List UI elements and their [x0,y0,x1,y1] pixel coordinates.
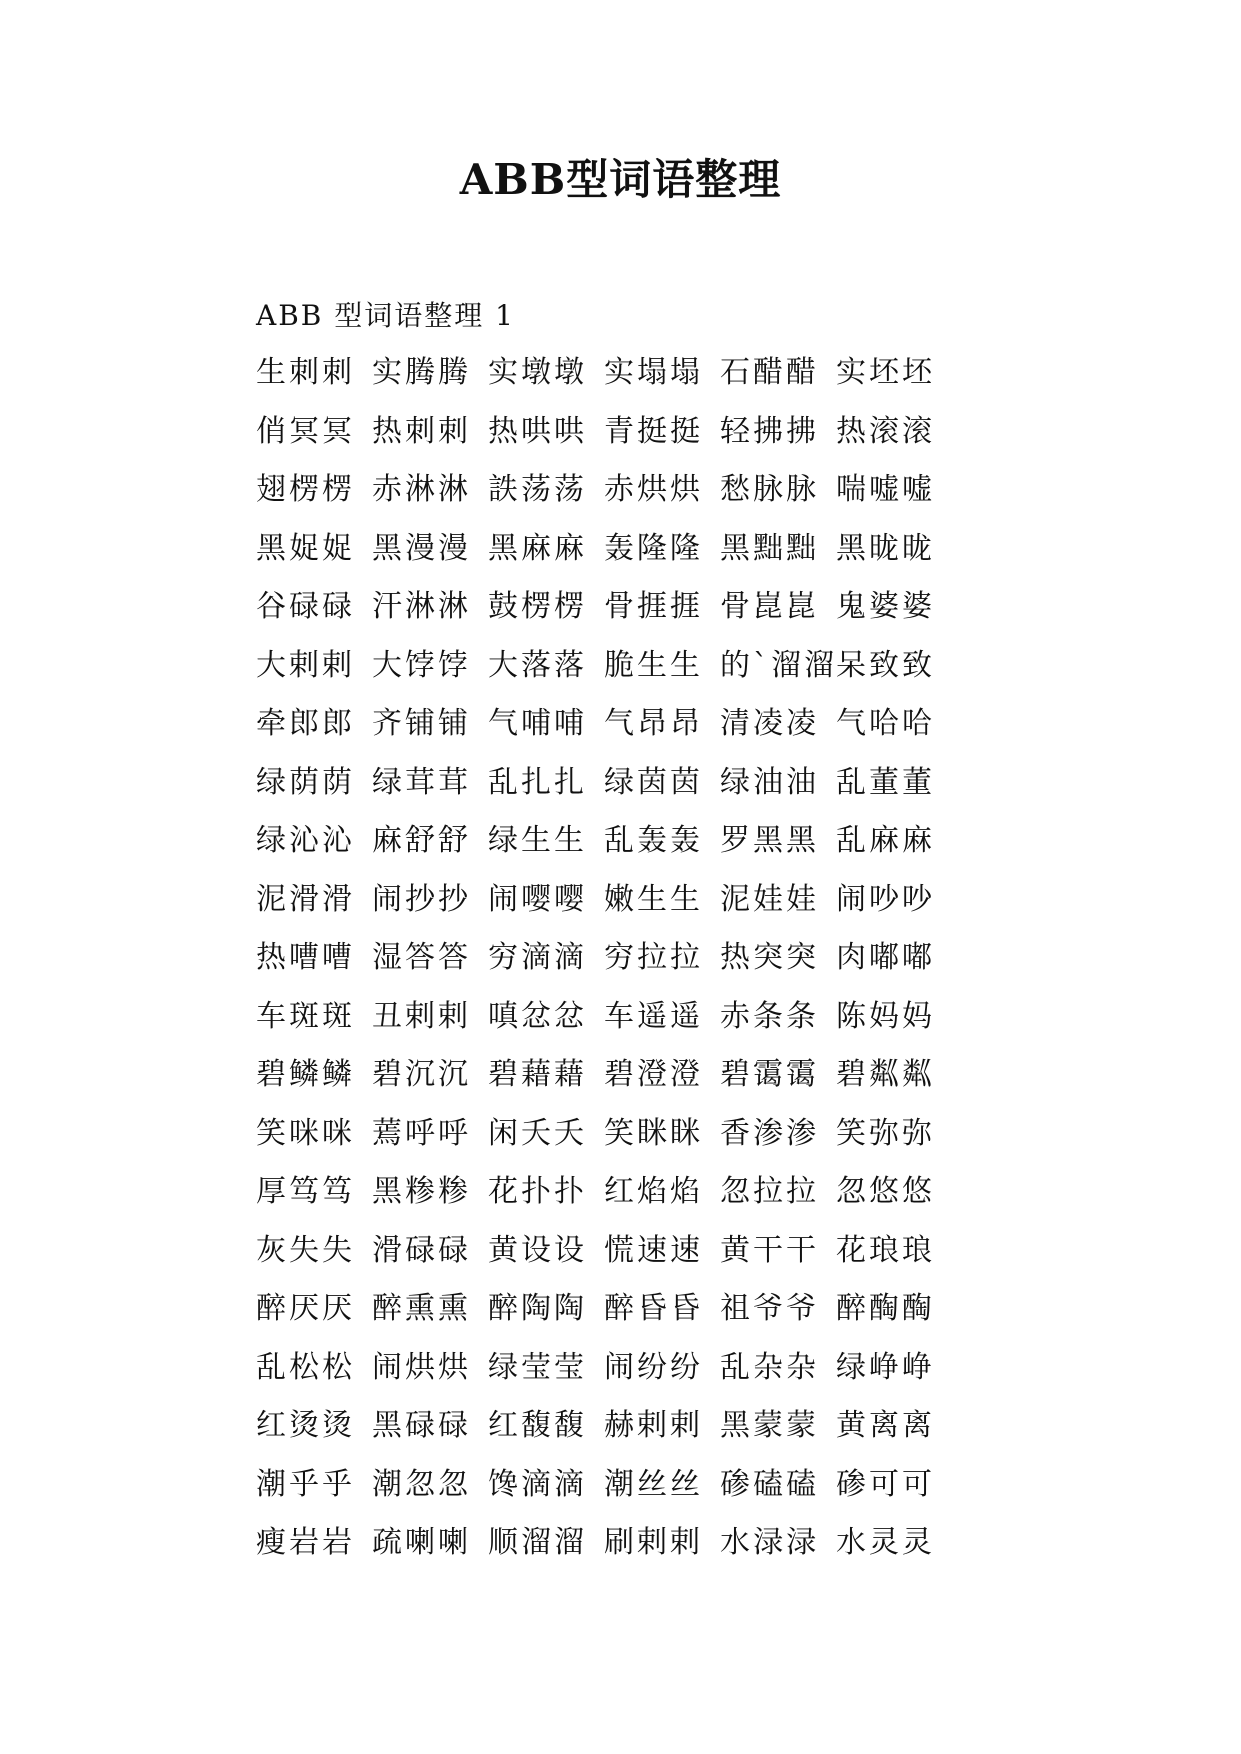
word-row [256,525,996,584]
word-row [256,1461,996,1520]
word-item: 黄干干 [720,1232,819,1268]
word-item: 慌速速 [604,1232,703,1268]
word-item: 青挺挺 [604,413,703,449]
word-item: 闲夭夭 [488,1115,587,1151]
word-item: 绿峥峥 [836,1349,935,1385]
word-item: 水灵灵 [836,1525,935,1560]
word-item: 生刺刺 [256,355,355,390]
word-item: 潮乎乎 [256,1466,355,1502]
word-row [256,817,996,876]
word-item: 热滚滚 [836,413,935,449]
word-item: 潮丝丝 [604,1466,703,1502]
page-title: ABB型词语整理 [459,155,782,204]
word-row [256,642,996,701]
word-item: 碧藉藉 [488,1057,587,1092]
word-item: 肉嘟嘟 [836,940,935,975]
word-item: 祖爷爷 [720,1291,819,1326]
word-item: 赤烘烘 [604,472,703,507]
word-row [256,1519,996,1578]
word-item: 乱杂杂 [720,1349,819,1385]
word-item: 赫剌剌 [604,1408,703,1443]
word-item: 大饽饽 [372,647,471,683]
word-row [256,349,996,408]
word-item: 黑蒙蒙 [720,1408,819,1443]
word-item: 闹嘤嘤 [488,881,587,917]
word-item: 气哺哺 [488,706,587,741]
word-item: 笑眯眯 [604,1115,703,1151]
word-row [256,700,996,759]
word-item: 瘦岩岩 [256,1525,355,1560]
word-item: 滑碌碌 [372,1232,471,1268]
word-row [256,1344,996,1403]
word-item: 红馥馥 [488,1408,587,1443]
word-grid [256,349,996,1578]
word-item: 闹纷纷 [604,1349,703,1385]
word-item: 花扑扑 [488,1174,587,1209]
word-item: 黄设设 [488,1232,587,1268]
word-item: 轰隆隆 [604,530,703,566]
word-item: 馋滴滴 [488,1466,587,1502]
word-item: 詄荡荡 [488,472,587,507]
word-row [256,1285,996,1344]
word-item: 花琅琅 [836,1232,935,1268]
word-item: 穷滴滴 [488,940,587,975]
word-item: 麻舒舒 [372,823,471,858]
word-item: 红焰焰 [604,1174,703,1209]
word-item: 罗黑黑 [720,823,819,858]
word-item: 黄离离 [836,1408,935,1443]
word-item: 实腾腾 [372,355,471,390]
word-item: 潮忽忽 [372,1466,471,1502]
word-row [256,408,996,467]
word-row [256,993,996,1052]
word-item: 蔫呼呼 [372,1115,471,1151]
word-item: 绿生生 [488,823,587,858]
word-row [256,1227,996,1286]
word-row [256,876,996,935]
word-item: 乱麻麻 [836,823,935,858]
word-item: 实坯坯 [836,355,935,390]
word-item: 绿茸茸 [372,764,471,800]
word-row [256,759,996,818]
word-item: 汗淋淋 [372,589,471,624]
word-row [256,1110,996,1169]
word-item: 碜磕磕 [720,1466,819,1502]
word-item: 疏喇喇 [372,1525,471,1560]
word-item: 鼓楞楞 [488,589,587,624]
word-item: 热刺刺 [372,413,471,449]
word-item: 厚笃笃 [256,1174,355,1209]
word-item: 大剌剌 [256,647,355,683]
word-item: 丑剌剌 [372,998,471,1034]
word-item: 刷剌剌 [604,1525,703,1560]
word-item: 嫩生生 [604,881,703,917]
section-subtitle: ABB 型词语整理 1 [256,299,515,332]
word-item: 绿莹莹 [488,1349,587,1385]
word-item: 忽悠悠 [836,1174,935,1209]
word-item: 碧鳞鳞 [256,1057,355,1092]
word-item: 绿荫荫 [256,764,355,800]
word-item: 黑糁糁 [372,1174,471,1209]
word-item: 乱董董 [836,764,935,800]
word-item: 齐铺铺 [372,706,471,741]
word-item: 顺溜溜 [488,1525,587,1560]
word-row [256,1168,996,1227]
word-item: 俏冥冥 [256,413,355,449]
word-item: 湿答答 [372,940,471,975]
word-item: 车斑斑 [256,998,355,1034]
word-item: 黑碌碌 [372,1408,471,1443]
word-item: 醉陶陶 [488,1291,587,1326]
word-row [256,466,996,525]
word-item: 醉昏昏 [604,1291,703,1326]
word-item: 黑漫漫 [372,530,471,566]
word-item: 热突突 [720,940,819,975]
word-item: 车遥遥 [604,998,703,1034]
word-row [256,934,996,993]
word-item: 陈妈妈 [836,998,935,1034]
word-item: 泥娃娃 [720,881,819,917]
word-item: 碜可可 [836,1466,935,1502]
word-item: 乱扎扎 [488,764,587,800]
word-item: 碧霭霭 [720,1057,819,1092]
word-item: 笑咪咪 [256,1115,355,1151]
word-row [256,583,996,642]
word-item: 醉熏熏 [372,1291,471,1326]
word-item: 醉醄醄 [836,1291,935,1326]
word-item: 愁脉脉 [720,472,819,507]
word-item: 绿油油 [720,764,819,800]
word-item: 黑黜黜 [720,530,819,566]
word-item: 泥滑滑 [256,881,355,917]
word-item: 鬼婆婆 [836,589,935,624]
word-item: 乱轰轰 [604,823,703,858]
word-item: 嗔忿忿 [488,998,587,1034]
word-item: 呆致致 [836,647,935,683]
word-item: 闹抄抄 [372,881,471,917]
word-item: 大落落 [488,647,587,683]
word-item: 乱松松 [256,1349,355,1385]
word-item: 实墩墩 [488,355,587,390]
word-item: 谷碌碌 [256,589,355,624]
word-item: 笑弥弥 [836,1115,935,1151]
word-item: 闹吵吵 [836,881,935,917]
word-item: 石醋醋 [720,355,819,390]
word-item: 翅楞楞 [256,472,355,507]
word-item: 灰失失 [256,1232,355,1268]
word-item: 碧沉沉 [372,1057,471,1092]
word-item: 喘嘘嘘 [836,472,935,507]
word-item: 香渗渗 [720,1115,819,1151]
word-item: 绿茵茵 [604,764,703,800]
word-item: 热嘈嘈 [256,940,355,975]
word-row [256,1051,996,1110]
word-item: 牵郎郎 [256,706,355,741]
word-item: 黑麻麻 [488,530,587,566]
word-item: 绿沁沁 [256,823,355,858]
word-item: 黑娖娖 [256,530,355,566]
word-item: 骨捱捱 [604,589,703,624]
word-item: 实塌塌 [604,355,703,390]
word-item: 赤条条 [720,998,819,1034]
word-item: 清凌凌 [720,706,819,741]
word-item: 的`溜溜 [720,647,837,683]
word-item: 忽拉拉 [720,1174,819,1209]
word-item: 轻拂拂 [720,413,819,449]
word-item: 水渌渌 [720,1525,819,1560]
word-item: 黑昽昽 [836,530,935,566]
word-item: 脆生生 [604,647,703,683]
word-item: 碧澄澄 [604,1057,703,1092]
word-item: 碧粼粼 [836,1057,935,1092]
word-item: 骨崑崑 [720,589,819,624]
word-item: 穷拉拉 [604,940,703,975]
word-item: 醉厌厌 [256,1291,355,1326]
word-item: 赤淋淋 [372,472,471,507]
word-item: 气昂昂 [604,706,703,741]
word-item: 红烫烫 [256,1408,355,1443]
word-item: 闹烘烘 [372,1349,471,1385]
word-item: 热哄哄 [488,413,587,449]
word-row [256,1402,996,1461]
word-item: 气哈哈 [836,706,935,741]
